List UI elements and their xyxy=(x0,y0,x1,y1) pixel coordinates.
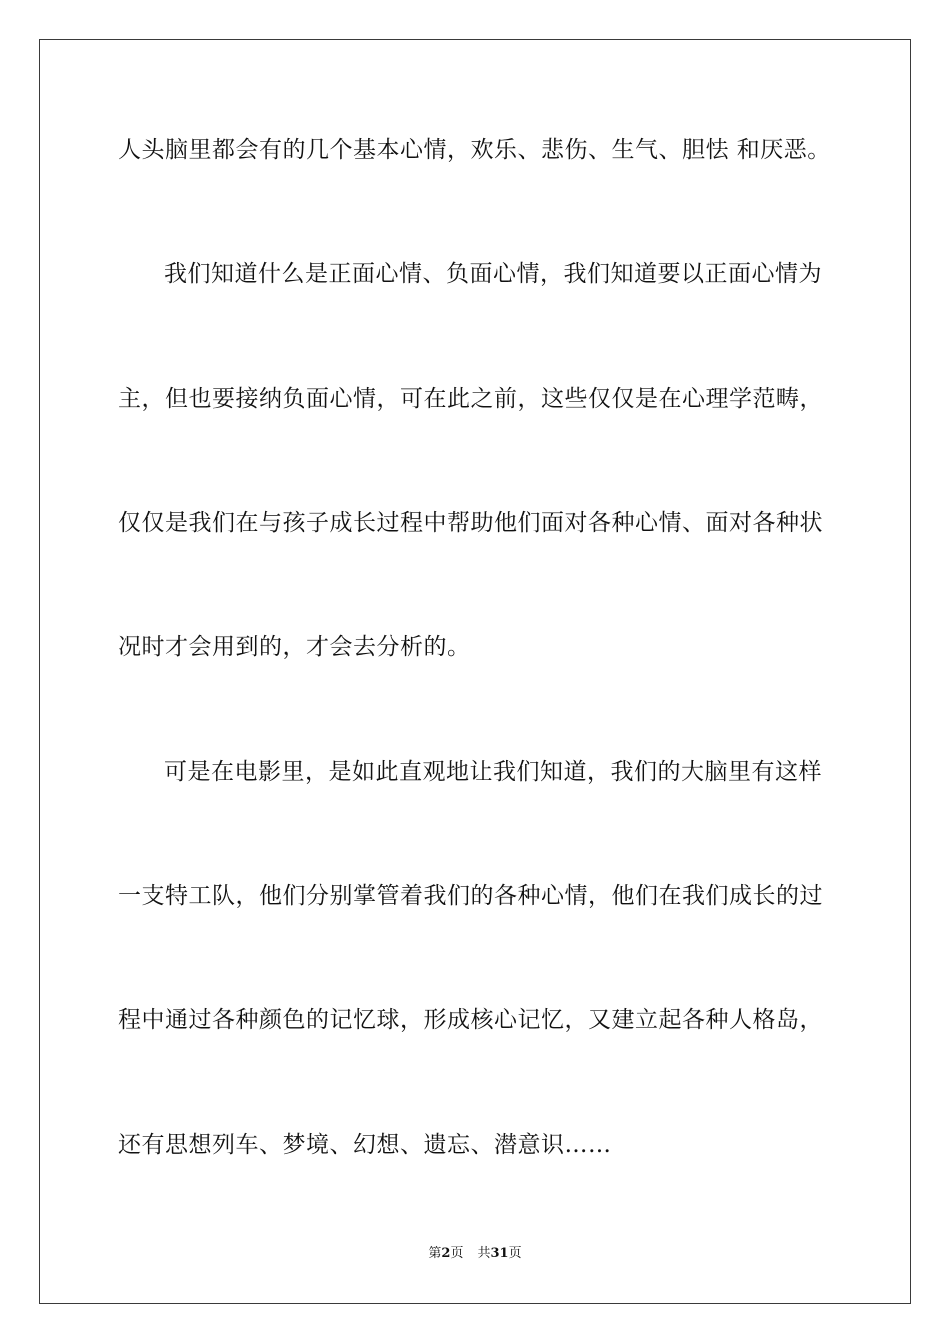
page-prefix: 第 xyxy=(428,1246,442,1261)
paragraph-line: 主，但也要接纳负面心情，可在此之前，这些仅仅是在心理学范畴， xyxy=(118,386,823,412)
paragraph-line: 还有思想列车、梦境、幻想、遗忘、潜意识…… xyxy=(118,1132,612,1158)
paragraph-line: 程中通过各种颜色的记忆球，形成核心记忆，又建立起各种人格岛， xyxy=(118,1007,823,1033)
paragraph-line: 我们知道什么是正面心情、负面心情，我们知道要以正面心情为 xyxy=(164,261,822,287)
paragraph-line: 仅仅是我们在与孩子成长过程中帮助他们面对各种心情、面对各种状 xyxy=(118,510,823,536)
paragraph-line: 况时才会用到的，才会去分析的。 xyxy=(118,634,471,660)
page-number: 2 xyxy=(441,1246,451,1261)
paragraph-line: 人头脑里都会有的几个基本心情，欢乐、悲伤、生气、胆怯 和厌恶。 xyxy=(118,137,831,163)
paragraph-line: 可是在电影里，是如此直观地让我们知道，我们的大脑里有这样 xyxy=(164,759,822,785)
page-suffix: 页 xyxy=(450,1246,464,1261)
page-footer xyxy=(0,1245,950,1263)
total-suffix: 页 xyxy=(508,1246,522,1261)
page-border xyxy=(39,39,911,1304)
total-prefix: 共 xyxy=(477,1246,491,1261)
page-total: 31 xyxy=(490,1246,509,1261)
paragraph-line: 一支特工队，他们分别掌管着我们的各种心情，他们在我们成长的过 xyxy=(118,883,823,909)
